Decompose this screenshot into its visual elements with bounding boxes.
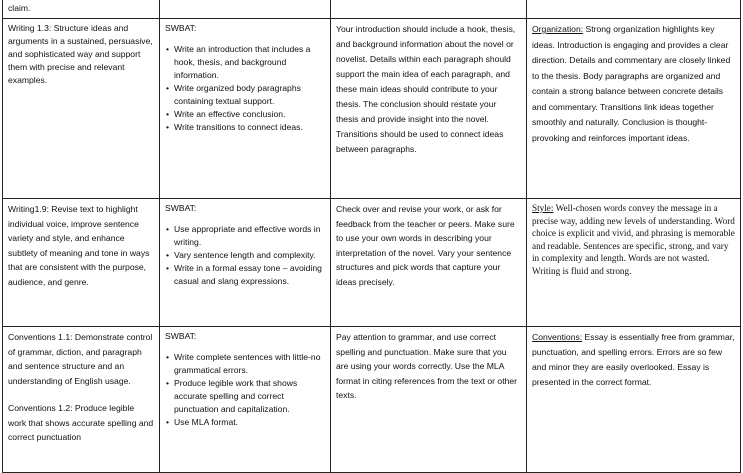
list-item: • Write organized body paragraphs containing textual support. [174,82,325,108]
criteria-title: Conventions: [532,332,583,342]
instructions-cell [331,199,527,327]
standard-cell [3,199,160,327]
objectives-list [165,351,325,429]
standard-text: Conventions 1.1: Demonstrate control of grammar, diction, and paragraph and sentence structure and an understanding of English usage. [8,332,153,386]
rubric-table [2,0,741,473]
objectives-cell [160,19,331,199]
list-item: • Write in a formal essay tone – avoiding casual and slang expressions. [174,262,325,288]
list-item: • Write an introduction that includes a hook, thesis, and background information. [174,43,325,82]
table-row [3,0,741,19]
instructions-cell [331,0,527,19]
table-row [3,19,741,199]
standard-text: Writing 1.3: Structure ideas and arguments in a sustained, persuasive, and sophisticated way and support them with precise and relevant examples. [8,23,153,85]
instructions-text: Check over and revise your work, or ask for feedback from the teacher or peers. Make sure to use your own words in describing your interpretation of the novel. Vary your sentence structures and pick words that capture your ideas precisely. [336,204,515,287]
criteria-title: Style: [532,203,554,213]
objectives-heading: SWBAT: [165,331,197,341]
table-row [3,199,741,327]
standard-cell [3,327,160,473]
objectives-cell [160,199,331,327]
criteria-text: Essay is essentially free from grammar, punctuation, and spelling errors. Errors are so few and minor they are easily overlooked. Essay is presented in the correct format. [532,332,735,387]
instructions-cell [331,19,527,199]
criteria-cell [527,199,741,327]
criteria-text: Well-chosen words convey the message in a precise way, adding new levels of understanding. Word choice is explicit and vivid, and phrasing is memorable and readable. Sentences are specific, strong, and vary in complexity and length. Words are not wasted. Writing is fluid and strong. [532,203,735,276]
objectives-heading: SWBAT: [165,203,197,213]
criteria-title: Organization: [532,24,584,34]
list-item: • Use MLA format. [174,416,325,429]
table-row [3,327,741,473]
objectives-heading: SWBAT: [165,23,197,33]
standard-text: Writing1.9: Revise text to highlight individual voice, improve sentence variety and style, and enhance subtlety of meaning and tone in ways that are consistent with the purpose, audience, and genre. [8,204,150,287]
criteria-cell [527,0,741,19]
list-item: • Write an effective conclusion. [174,108,325,121]
list-item: • Use appropriate and effective words in writing. [174,223,325,249]
instructions-text: Pay attention to grammar, and use correct spelling and punctuation. Make sure that you are using your words correctly. Use the MLA format in citing references from the text or other texts. [336,332,518,400]
list-item: • Write transitions to connect ideas. [174,121,325,134]
list-item: • Write complete sentences with little-no grammatical errors. [174,351,325,377]
list-item: • Vary sentence length and complexity. [174,249,325,262]
instructions-text: Your introduction should include a hook, thesis, and background information about the novel or novelist. Details within each paragraph should support the main idea of each paragraph, and these main ideas should contribute to your thesis. The conclusion should restate your thesis and provide insight into the novel. Transitions should be used to connect ideas between paragraphs. [336,24,516,154]
objectives-cell [160,327,331,473]
objectives-list [165,223,325,288]
criteria-cell [527,327,741,473]
standard-text: Conventions 1.2: Produce legible work that shows accurate spelling and correct punctuation [8,403,154,442]
standard-text: claim. [8,3,31,13]
objectives-cell [160,0,331,19]
instructions-cell [331,327,527,473]
criteria-text: Strong organization highlights key ideas. Introduction is engaging and provides a clear direction. Details and commentary are closely linked to the thesis. Body paragraphs are organized and contain a strong balance between concrete details and commentary. Transitions link ideas together smoothly and naturally. Conclusion is thought-provoking and reinforces important ideas. [532,24,731,143]
standard-cell [3,0,160,19]
standard-cell [3,19,160,199]
list-item: • Produce legible work that shows accurate spelling and correct punctuation and capitalization. [174,377,325,416]
objectives-list [165,43,325,134]
criteria-cell [527,19,741,199]
